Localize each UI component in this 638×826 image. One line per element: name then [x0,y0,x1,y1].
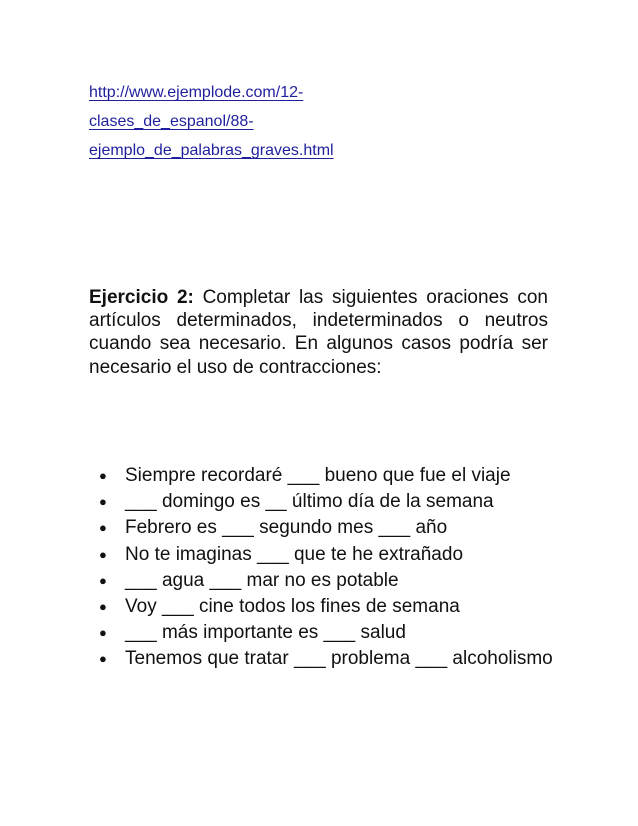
list-item-text: ___ agua ___ mar no es potable [125,569,399,591]
list-item-text: No te imaginas ___ que te he extrañado [125,543,464,565]
exercise-instructions [89,286,548,379]
list-item [89,647,559,670]
bullet-icon: ● [99,651,107,667]
list-item-text: ___ domingo es __ último día de la semana [125,491,494,513]
list-item [89,464,559,487]
bullet-icon: ● [99,572,107,588]
list-item [89,490,559,513]
bullet-icon: ● [99,546,107,562]
bullet-icon: ● [99,599,107,615]
exercise-text: Completar las siguientes oraciones con artículos determinados, indeterminados o neutros cuando sea necesario. En algunos casos podría ser necesario el uso de contracciones: [89,287,548,378]
list-item-text: Siempre recordaré ___ bueno que fue el viaje [125,465,511,486]
link-line: clases_de_espanol/88- [89,113,254,130]
list-item-text: Febrero es ___ segundo mes ___ año [125,517,448,539]
exercise-label: Ejercicio 2: [89,287,194,308]
link-line: http://www.ejemplode.com/12- [89,84,304,101]
list-item-text: ___ más importante es ___ salud [125,622,406,644]
bullet-icon: ● [99,625,107,641]
bullet-icon: ● [99,468,107,483]
list-item [89,621,559,644]
sentence-list [89,464,559,674]
list-item [89,543,559,566]
bullet-icon: ● [99,520,107,536]
link-line: ejemplo_de_palabras_graves.html [89,142,334,159]
list-item [89,595,559,618]
list-item-text: Tenemos que tratar ___ problema ___ alcoholismo [125,648,553,670]
list-item [89,569,559,592]
bullet-icon: ● [99,494,107,510]
list-item [89,516,559,539]
list-item-text: Voy ___ cine todos los fines de semana [125,596,460,618]
source-link[interactable] [89,78,429,165]
